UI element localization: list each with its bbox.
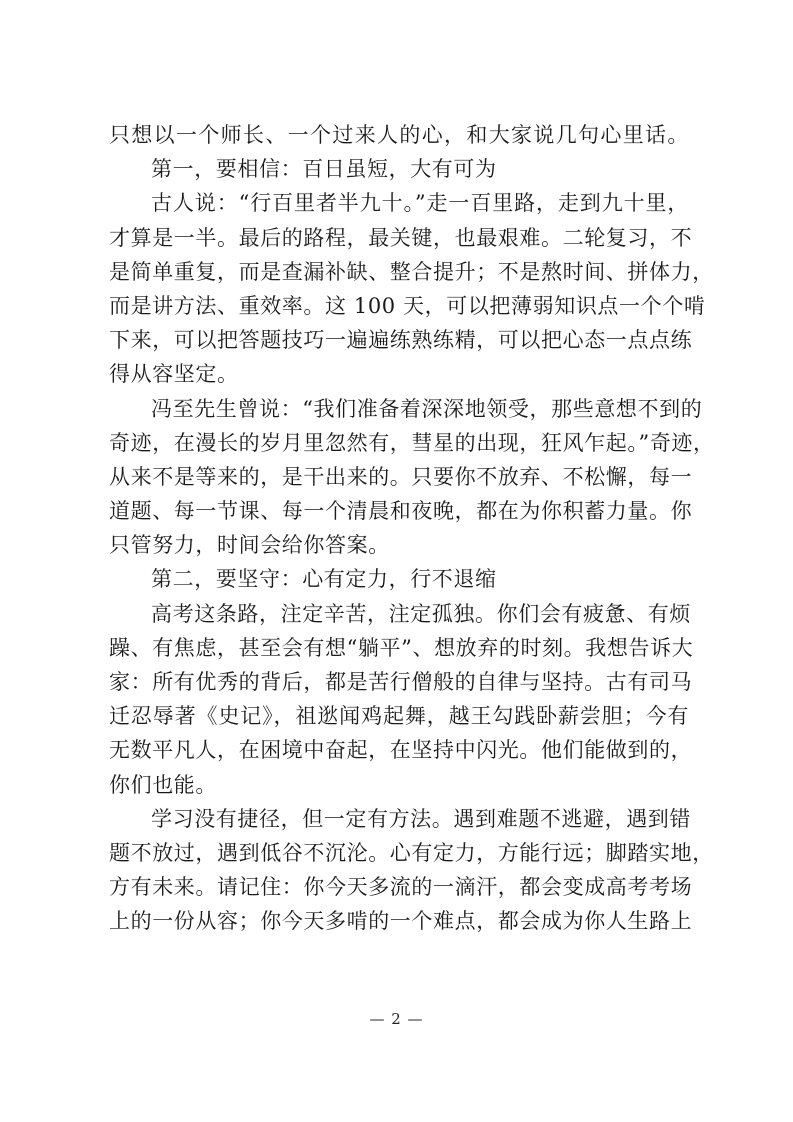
- text-line: 而是讲方法、重效率。这 100 天，可以把薄弱知识点一个个啃: [109, 293, 706, 318]
- text-line: 只想以一个师长、一个过来人的心，和大家说几句心里话。: [109, 123, 689, 147]
- text-line: 你们也能。: [109, 772, 217, 797]
- text-line: 古人说：“行百里者半九十。”走一百里路，走到九十里，: [151, 191, 689, 216]
- text-line: 是简单重复，而是查漏补缺、整合提升；不是熬时间、拼体力，: [109, 259, 714, 284]
- text-line: 上的一份从容；你今天多啃的一个难点，都会成为你人生路上: [109, 909, 693, 934]
- text-line: 迁忍辱著《史记》，祖逖闻鸡起舞，越王勾践卧薪尝胆；今有: [109, 704, 689, 729]
- section-heading: 第一，要相信：百日虽短，大有可为: [151, 157, 497, 182]
- text-line: 高考这条路，注定辛苦，注定孤独。你们会有疲惫、有烦: [151, 601, 691, 626]
- text-line: 道题、每一节课、每一个清晨和夜晚，都在为你积蓄力量。你: [109, 499, 693, 524]
- text-line: 学习没有捷径，但一定有方法。遇到难题不逃避，遇到错: [151, 806, 691, 831]
- text-line: 家：所有优秀的背后，都是苦行僧般的自律与坚持。古有司马: [109, 670, 693, 694]
- section-heading: 第二，要坚守：心有定力，行不退缩: [151, 567, 497, 592]
- text-line: 无数平凡人，在困境中奋起，在坚持中闪光。他们能做到的，: [109, 738, 693, 763]
- text-line: 冯至先生曾说：“我们准备着深深地领受，那些意想不到的: [151, 396, 703, 421]
- text-line: 题不放过，遇到低谷不沉沦。心有定力，方能行远；脚踏实地，: [109, 840, 714, 865]
- body-text: [109, 118, 715, 939]
- page-number: — 2 —: [369, 1010, 424, 1028]
- text-line: 得从容坚定。: [109, 362, 239, 387]
- text-line: 从来不是等来的，是干出来的。只要你不放弃、不松懈，每一: [109, 464, 693, 489]
- text-line: 下来，可以把答题技巧一遍遍练熟练精，可以把心态一点点练: [109, 328, 693, 353]
- text-line: 躁、有焦虑，甚至会有想“躺平”、想放弃的时刻。我想告诉大: [109, 635, 694, 660]
- text-line: 方有未来。请记住：你今天多流的一滴汗，都会变成高考考场: [109, 875, 693, 900]
- text-line: 才算是一半。最后的路程，最关键，也最艰难。二轮复习，不: [109, 225, 693, 250]
- text-line: 只管努力，时间会给你答案。: [109, 533, 390, 558]
- text-line: 奇迹，在漫长的岁月里忽然有，彗星的出现，狂风乍起。”奇迹，: [109, 430, 715, 455]
